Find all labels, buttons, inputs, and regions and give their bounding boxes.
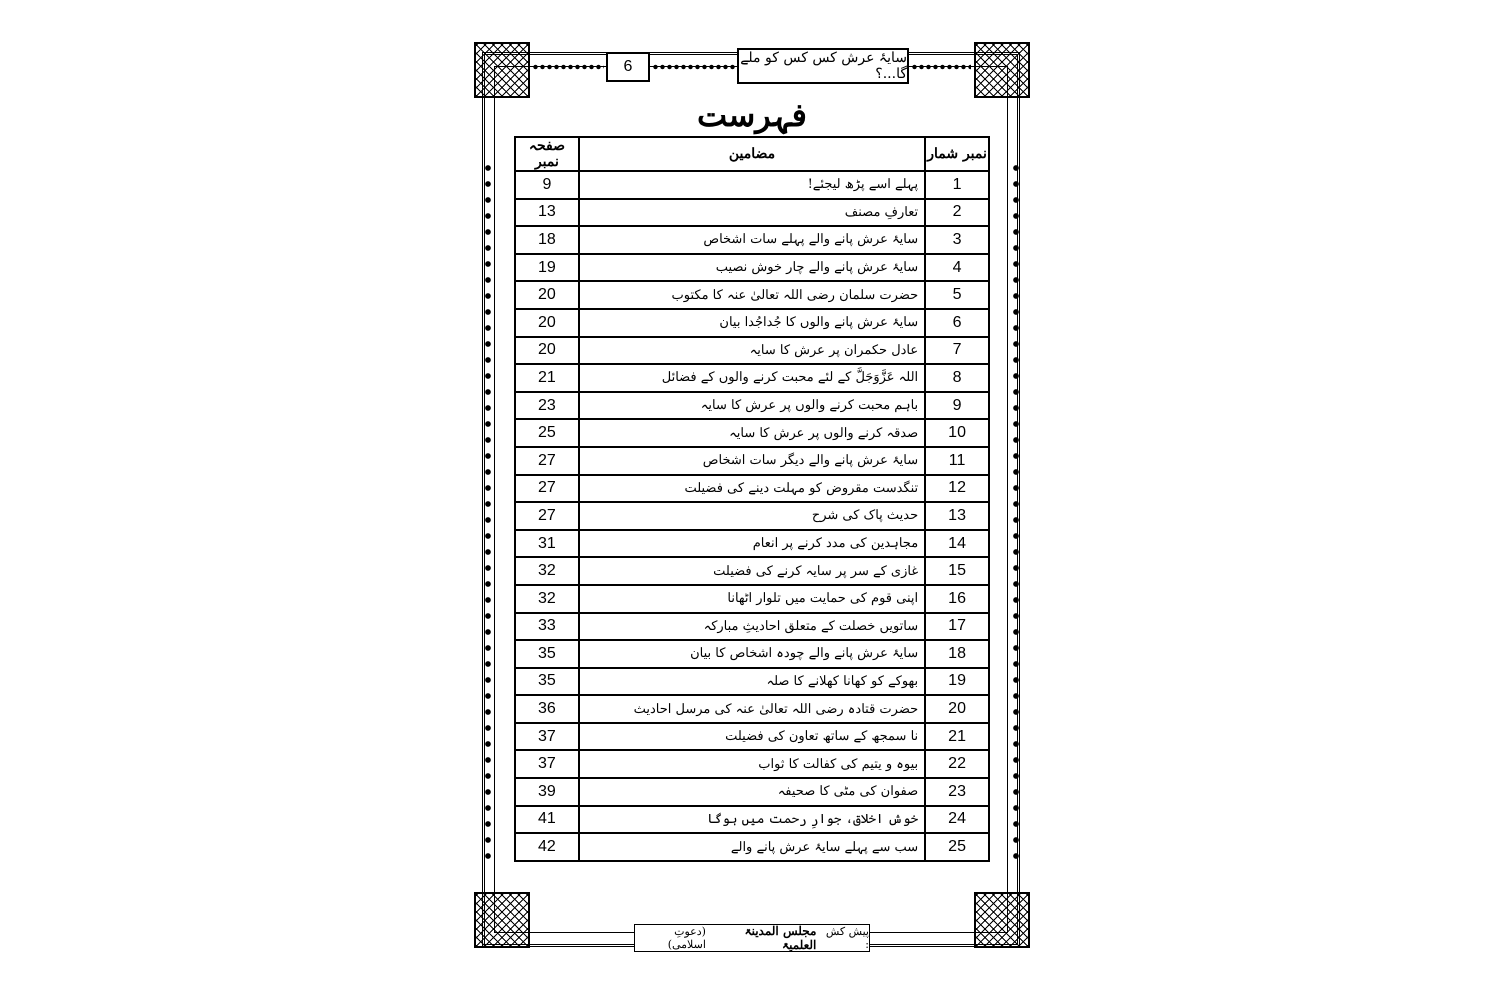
- table-row: [515, 309, 989, 337]
- row-page-number: 37: [515, 750, 579, 778]
- toc-table: [514, 136, 990, 862]
- table-row: [515, 475, 989, 503]
- row-serial: 10: [925, 419, 989, 447]
- row-serial: 11: [925, 447, 989, 475]
- row-serial: 9: [925, 392, 989, 420]
- row-title: سایۂ عرش پانے والے چار خوش نصیب: [579, 254, 925, 282]
- row-serial: 18: [925, 640, 989, 668]
- running-title: سایۂ عرش کس کس کو ملے گا...؟: [737, 48, 909, 84]
- row-title: صدقہ کرنے والوں پر عرش کا سایہ: [579, 419, 925, 447]
- row-title: بھوکے کو کھانا کھلانے کا صلہ: [579, 668, 925, 696]
- page-number: 6: [606, 52, 650, 82]
- table-row: [515, 640, 989, 668]
- table-row: [515, 668, 989, 696]
- publisher-note: (دعوتِ اسلامی): [667, 925, 706, 951]
- toc-heading: فہرست: [697, 96, 807, 134]
- row-title: عادل حکمران پر عرش کا سایہ: [579, 337, 925, 365]
- row-page-number: 9: [515, 171, 579, 199]
- row-serial: 20: [925, 695, 989, 723]
- row-serial: 24: [925, 806, 989, 834]
- table-row: [515, 557, 989, 585]
- row-page-number: 42: [515, 833, 579, 861]
- table-row: [515, 364, 989, 392]
- row-page-number: 25: [515, 419, 579, 447]
- table-row: [515, 199, 989, 227]
- row-page-number: 36: [515, 695, 579, 723]
- header-ornament: [532, 64, 604, 70]
- row-title: صفوان کی مٹی کا صحیفہ: [579, 778, 925, 806]
- row-title: بیوہ و یتیم کی کفالت کا ثواب: [579, 750, 925, 778]
- row-serial: 14: [925, 530, 989, 558]
- row-serial: 4: [925, 254, 989, 282]
- row-title: سایۂ عرش پانے والے دیگر سات اشخاص: [579, 447, 925, 475]
- row-title: سب سے پہلے سایۂ عرش پانے والے: [579, 833, 925, 861]
- header-ornament: [652, 64, 736, 70]
- row-title: حضرت قتادہ رضی اللہ تعالیٰ عنہ کی مرسل احادیث: [579, 695, 925, 723]
- table-row: [515, 392, 989, 420]
- row-page-number: 19: [515, 254, 579, 282]
- table-header-row: [515, 137, 989, 171]
- row-title: سایۂ عرش پانے والے پہلے سات اشخاص: [579, 226, 925, 254]
- row-title: تعارفِ مصنف: [579, 199, 925, 227]
- row-page-number: 23: [515, 392, 579, 420]
- row-serial: 22: [925, 750, 989, 778]
- table-row: [515, 723, 989, 751]
- row-page-number: 35: [515, 668, 579, 696]
- row-title: خوش اخلاق، جوارِ رحمت میں ہوگا: [579, 806, 925, 834]
- table-row: [515, 750, 989, 778]
- row-serial: 6: [925, 309, 989, 337]
- row-page-number: 21: [515, 364, 579, 392]
- row-page-number: 37: [515, 723, 579, 751]
- row-page-number: 27: [515, 475, 579, 503]
- page-column-header: صفحہ نمبر: [515, 137, 579, 171]
- row-title: اللہ عَزَّوَجَلَّ کے لئے محبت کرنے والوں کے فضائل: [579, 364, 925, 392]
- row-page-number: 31: [515, 530, 579, 558]
- row-title: غازی کے سر پر سایہ کرنے کی فضیلت: [579, 557, 925, 585]
- row-title: نا سمجھ کے ساتھ تعاون کی فضیلت: [579, 723, 925, 751]
- row-title: پہلے اسے پڑھ لیجئے!: [579, 171, 925, 199]
- row-title: اپنی قوم کی حمایت میں تلوار اٹھانا: [579, 585, 925, 613]
- row-page-number: 41: [515, 806, 579, 834]
- header-ornament: [911, 64, 971, 70]
- row-serial: 7: [925, 337, 989, 365]
- table-row: [515, 254, 989, 282]
- row-serial: 25: [925, 833, 989, 861]
- table-row: [515, 502, 989, 530]
- row-title: مجاہدین کی مدد کرنے پر انعام: [579, 530, 925, 558]
- right-ornament: [1012, 160, 1020, 860]
- table-row: [515, 613, 989, 641]
- table-row: [515, 585, 989, 613]
- row-page-number: 33: [515, 613, 579, 641]
- row-serial: 2: [925, 199, 989, 227]
- row-serial: 5: [925, 281, 989, 309]
- row-serial: 15: [925, 557, 989, 585]
- row-serial: 3: [925, 226, 989, 254]
- row-page-number: 32: [515, 557, 579, 585]
- row-serial: 21: [925, 723, 989, 751]
- subject-column-header: مضامین: [579, 137, 925, 171]
- corner-ornament: [974, 892, 1030, 948]
- table-row: [515, 281, 989, 309]
- row-title: تنگدست مقروض کو مہلت دینے کی فضیلت: [579, 475, 925, 503]
- row-title: سایۂ عرش پانے والوں کا جُداجُدا بیان: [579, 309, 925, 337]
- row-title: باہم محبت کرنے والوں پر عرش کا سایہ: [579, 392, 925, 420]
- row-serial: 1: [925, 171, 989, 199]
- table-row: [515, 419, 989, 447]
- row-title: سایۂ عرش پانے والے چودہ اشخاص کا بیان: [579, 640, 925, 668]
- corner-ornament: [474, 892, 530, 948]
- row-page-number: 32: [515, 585, 579, 613]
- table-row: [515, 806, 989, 834]
- book-page: [472, 40, 1032, 960]
- table-row: [515, 695, 989, 723]
- row-page-number: 13: [515, 199, 579, 227]
- table-row: [515, 337, 989, 365]
- row-serial: 8: [925, 364, 989, 392]
- corner-ornament: [474, 42, 530, 98]
- row-title: ساتویں خصلت کے متعلق احادیثِ مبارکہ: [579, 613, 925, 641]
- publisher-name: مجلس المدینۃ العلمیۃ: [744, 924, 817, 952]
- footer-label: پیش کش :: [825, 925, 869, 951]
- row-title: حضرت سلمان رضی اللہ تعالیٰ عنہ کا مکتوب: [579, 281, 925, 309]
- serial-column-header: نمبر شمار: [925, 137, 989, 171]
- row-page-number: 27: [515, 447, 579, 475]
- row-title: حدیث پاک کی شرح: [579, 502, 925, 530]
- row-page-number: 20: [515, 309, 579, 337]
- row-page-number: 39: [515, 778, 579, 806]
- row-page-number: 35: [515, 640, 579, 668]
- corner-ornament: [974, 42, 1030, 98]
- table-row: [515, 226, 989, 254]
- publisher-footer: [634, 924, 870, 952]
- row-serial: 16: [925, 585, 989, 613]
- row-page-number: 20: [515, 337, 579, 365]
- table-row: [515, 778, 989, 806]
- table-row: [515, 171, 989, 199]
- table-row: [515, 530, 989, 558]
- row-serial: 23: [925, 778, 989, 806]
- row-page-number: 20: [515, 281, 579, 309]
- row-serial: 13: [925, 502, 989, 530]
- row-serial: 19: [925, 668, 989, 696]
- toc-body: [515, 171, 989, 861]
- row-serial: 12: [925, 475, 989, 503]
- row-page-number: 18: [515, 226, 579, 254]
- table-row: [515, 447, 989, 475]
- left-ornament: [484, 160, 492, 860]
- table-row: [515, 833, 989, 861]
- row-serial: 17: [925, 613, 989, 641]
- row-page-number: 27: [515, 502, 579, 530]
